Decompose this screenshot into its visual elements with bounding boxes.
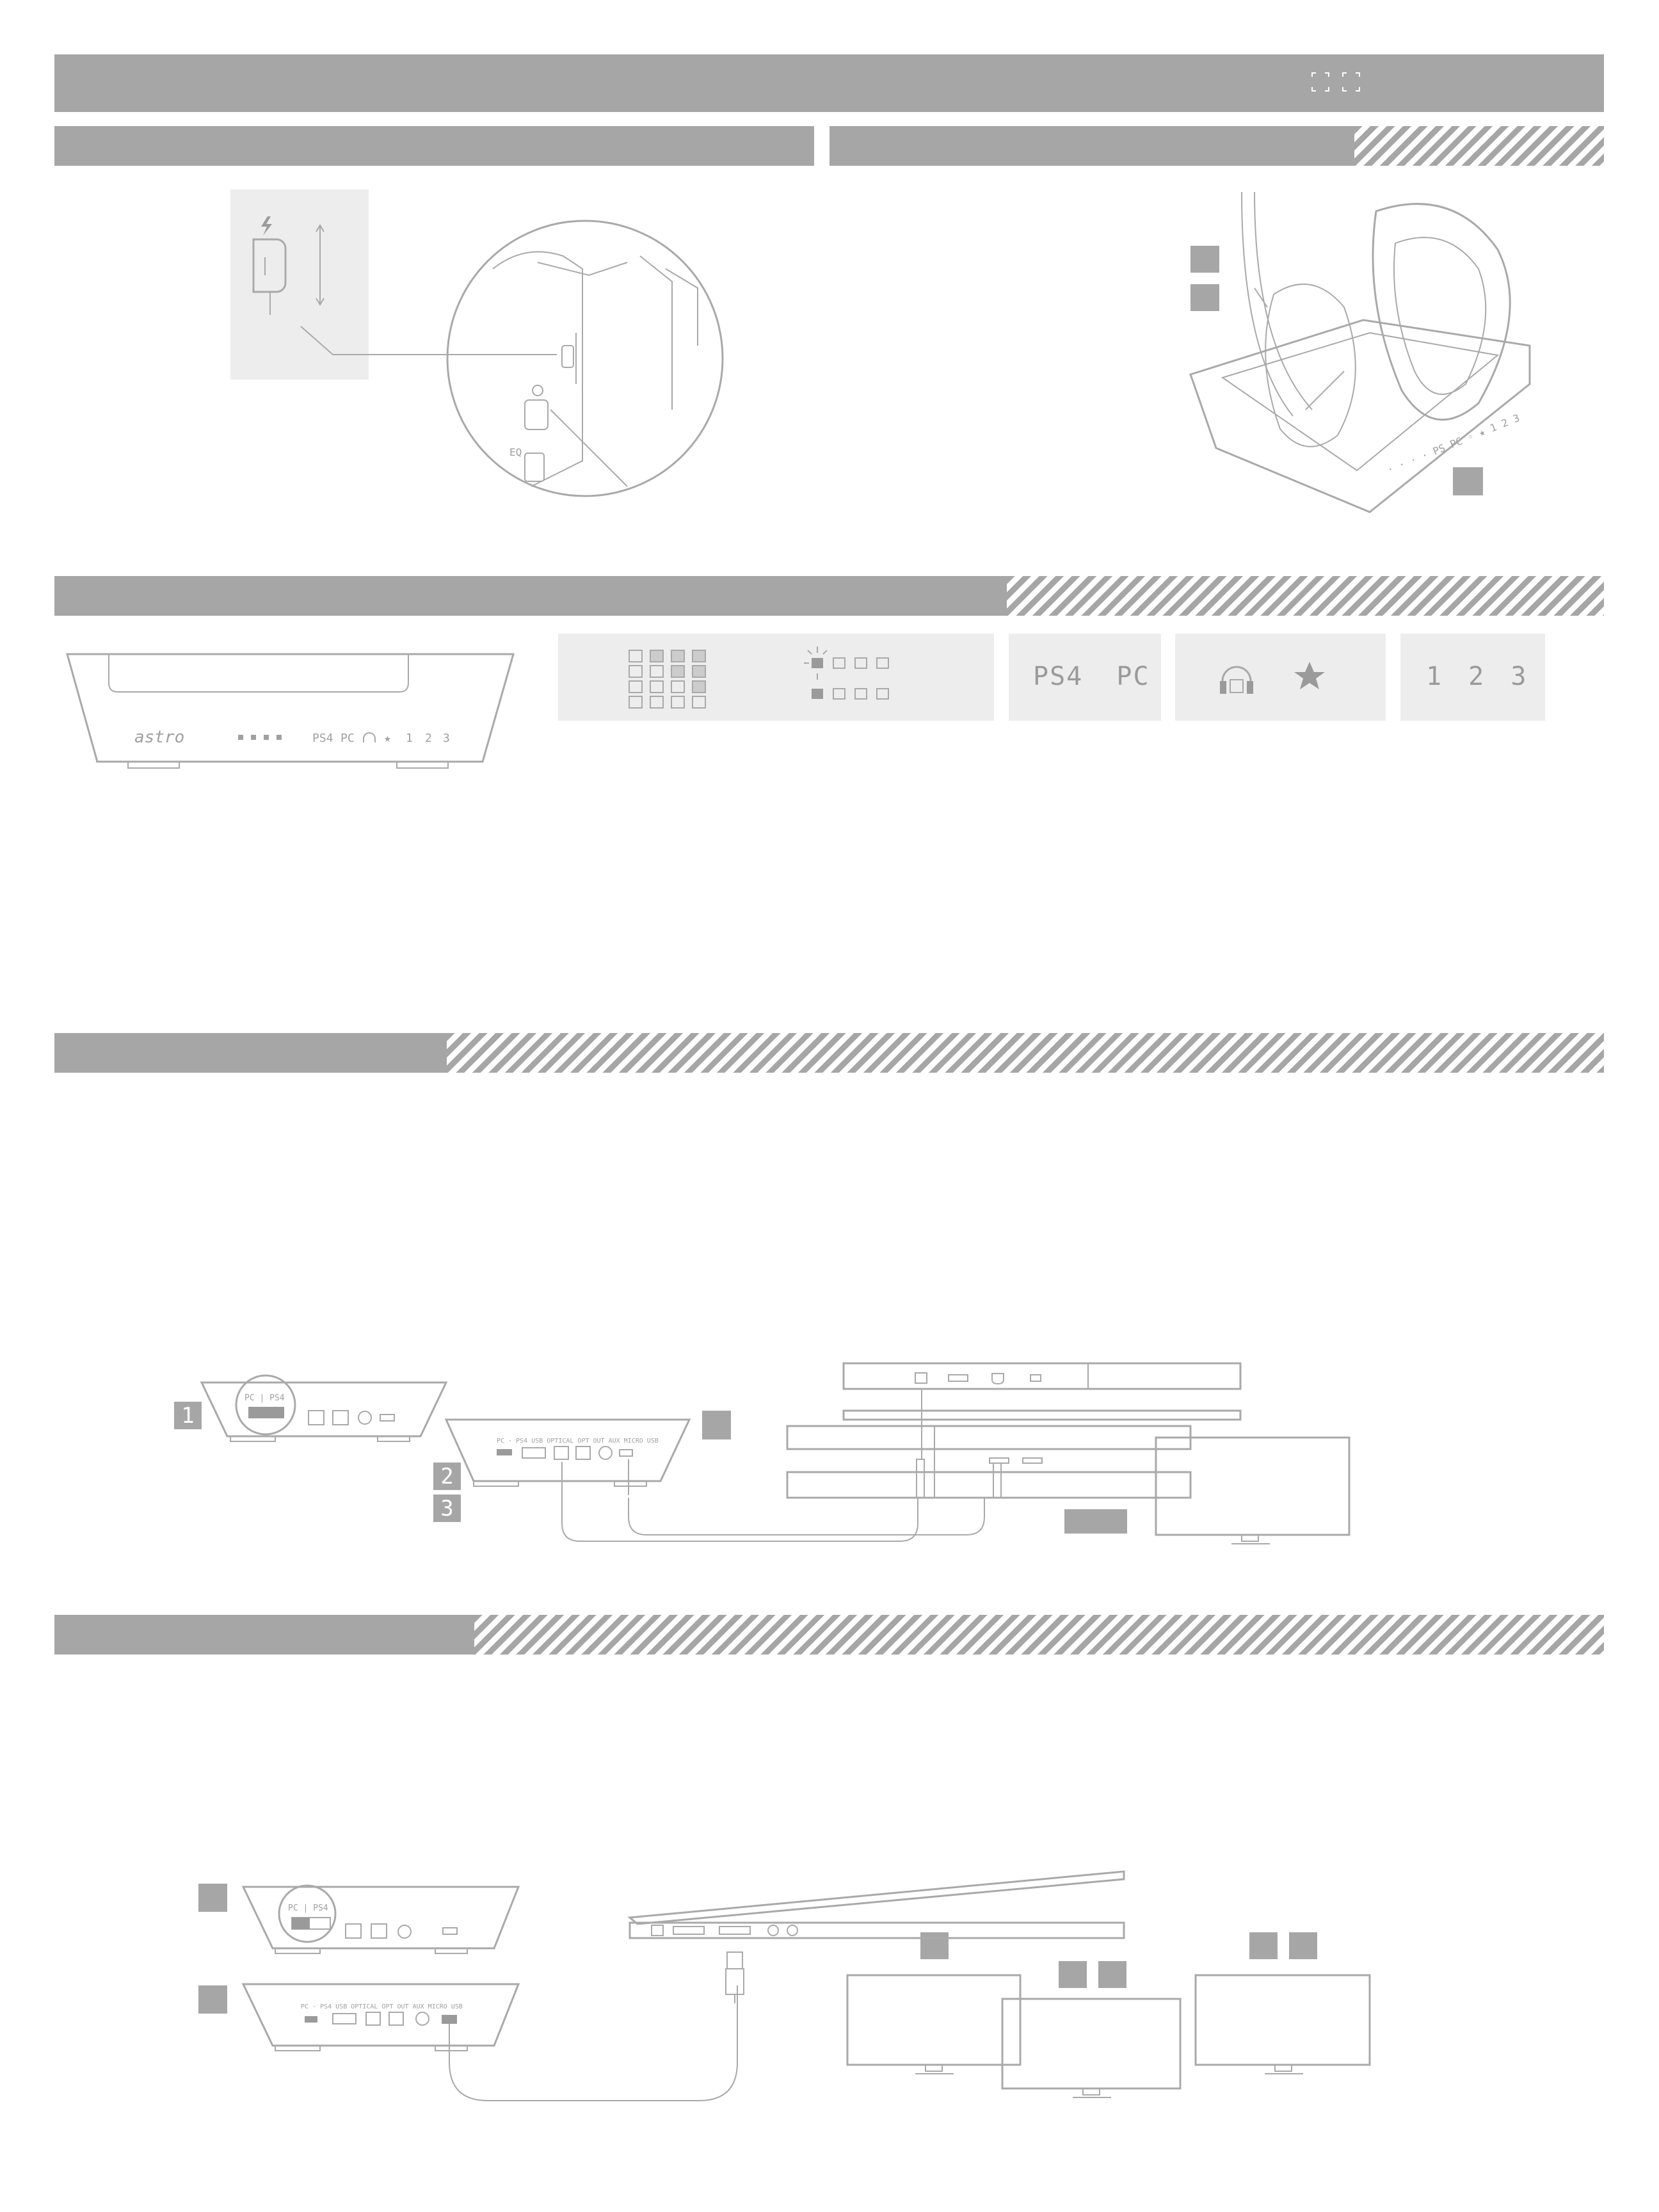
dock-rear-small-illustration (202, 1375, 446, 1441)
svg-text:★: ★ (384, 732, 391, 745)
svg-text:· · · · PS PC ◦ ★ 1 2 3: · · · · PS PC ◦ ★ 1 2 3 (1385, 412, 1521, 476)
step-badge-1: 1 (174, 1402, 202, 1429)
monitor-illustrations (847, 1975, 1370, 2097)
dock-label-2: 2 (425, 732, 432, 745)
dock-label-1: 1 (406, 732, 413, 745)
tv-illustration (1156, 1438, 1349, 1544)
dock-brand: astro (134, 728, 185, 747)
pc-dock-rear-small-illustration (243, 1886, 518, 1953)
dock-label-ps4: PS4 (312, 732, 333, 745)
dock-label-3: 3 (443, 732, 450, 745)
base-station-front-illustration (67, 654, 513, 768)
laptop-illustration (630, 1871, 1124, 2003)
svg-text:PC · PS4 USB OPTICAL OP: PC · PS4 USB OPTICAL OPT OUT AUX MICRO USB (301, 2003, 463, 2010)
pc-mode-switch-label: PC | PS4 (288, 1903, 328, 1913)
headset-zoom-illustration (447, 221, 723, 496)
step-badge-2: 2 (433, 1463, 461, 1490)
usb-port-icon (652, 1925, 663, 1936)
eq-label: EQ (509, 446, 522, 458)
mode-switch-label: PC | PS4 (244, 1393, 285, 1403)
dock-headphones-icon (364, 733, 375, 742)
star-icon (1294, 662, 1325, 689)
dock-rear-large-illustration (446, 1420, 984, 1541)
headset-on-dock-illustration (1190, 192, 1530, 512)
headphones-icon (1220, 667, 1253, 694)
led-grid-icon (629, 646, 888, 708)
step-badge-3: 3 (433, 1495, 461, 1522)
svg-text:PC · PS4 USB OPTICAL OPT: PC · PS4 USB OPTICAL OPT OUT AUX MICRO USB (497, 1438, 659, 1445)
preset-panel-text: 1 2 3 (1426, 662, 1528, 691)
charge-port-illustration (253, 216, 557, 355)
ps4-console-illustration (787, 1363, 1240, 1498)
pc-dock-rear-large-illustration (243, 1984, 737, 2101)
dock-label-pc: PC (341, 732, 355, 745)
mode-panel-text: PS4 PC (1033, 662, 1150, 691)
charge-icon (261, 216, 272, 236)
